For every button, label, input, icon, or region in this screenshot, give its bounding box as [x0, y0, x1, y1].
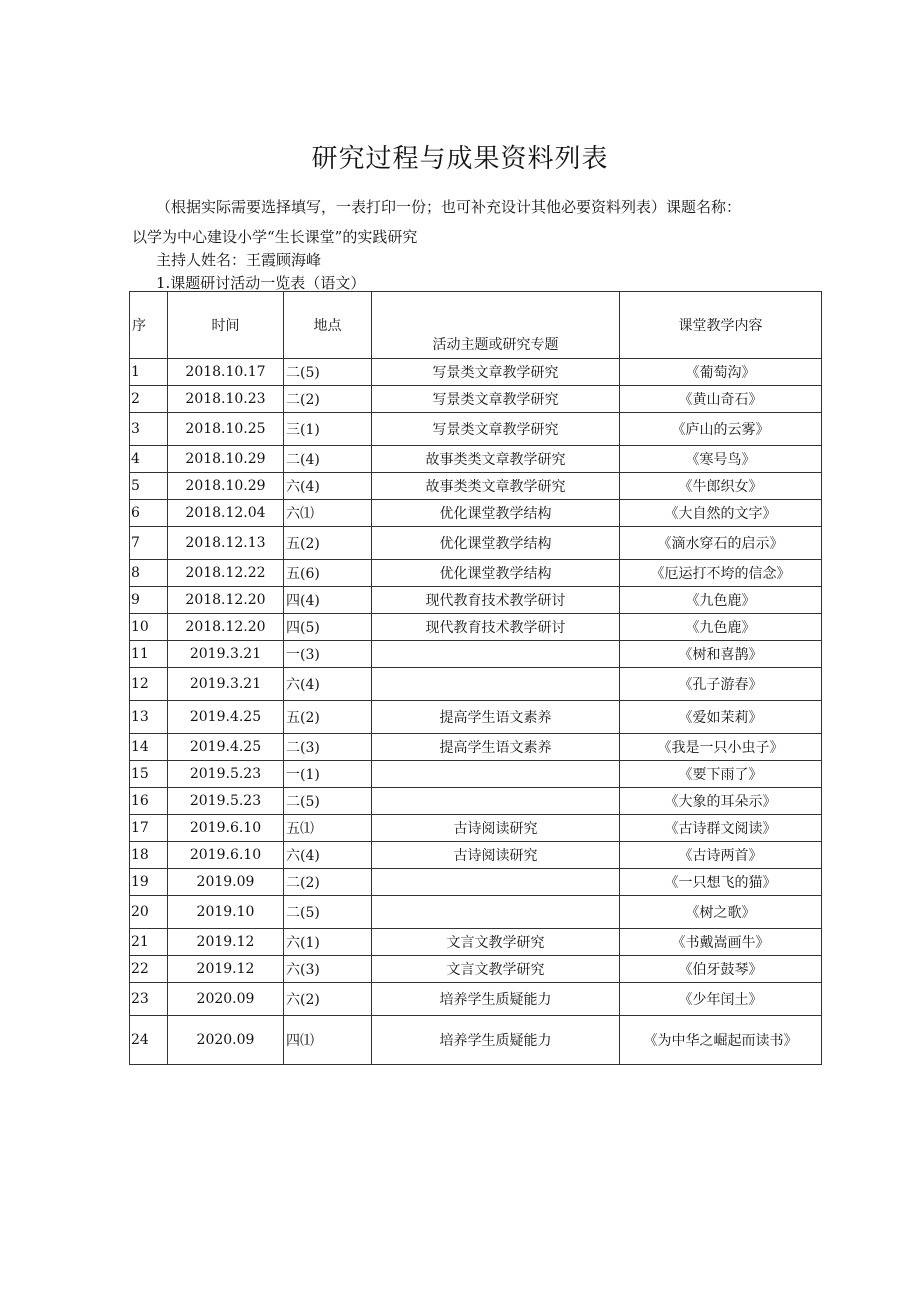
table-row: [130, 734, 822, 761]
cell-topic: 故事类类文章教学研究: [372, 446, 620, 473]
cell-content: 《九色鹿》: [620, 614, 822, 641]
cell-place: 二(5): [284, 896, 372, 929]
cell-content: 《葡萄沟》: [620, 359, 822, 386]
cell-no: 6: [130, 500, 168, 527]
cell-topic: [372, 761, 620, 788]
cell-place: 六(4): [284, 473, 372, 500]
cell-place: 一(3): [284, 641, 372, 668]
cell-no: 18: [130, 842, 168, 869]
cell-content: 《牛郎织女》: [620, 473, 822, 500]
table-row: [130, 500, 822, 527]
cell-date: 2019.4.25: [168, 701, 284, 734]
header-topic: 活动主题或研究专题: [372, 292, 620, 359]
table-row: [130, 788, 822, 815]
cell-place: 四(5): [284, 614, 372, 641]
cell-place: 二(5): [284, 788, 372, 815]
table-row: [130, 761, 822, 788]
table-header-row: [130, 292, 822, 359]
cell-date: 2019.12: [168, 929, 284, 956]
cell-content: 《寒号鸟》: [620, 446, 822, 473]
cell-topic: 优化课堂教学结构: [372, 500, 620, 527]
cell-date: 2018.12.04: [168, 500, 284, 527]
cell-topic: [372, 896, 620, 929]
cell-place: 五(2): [284, 701, 372, 734]
cell-date: 2019.12: [168, 956, 284, 983]
cell-content: 《要下雨了》: [620, 761, 822, 788]
cell-no: 23: [130, 983, 168, 1016]
table-row: [130, 587, 822, 614]
cell-no: 10: [130, 614, 168, 641]
table-row: [130, 701, 822, 734]
cell-topic: 写景类文章教学研究: [372, 386, 620, 413]
cell-date: 2019.09: [168, 869, 284, 896]
cell-date: 2018.12.13: [168, 527, 284, 560]
cell-place: 五(2): [284, 527, 372, 560]
table-row: [130, 956, 822, 983]
cell-date: 2019.3.21: [168, 641, 284, 668]
cell-content: 《我是一只小虫子》: [620, 734, 822, 761]
cell-content: 《滴水穿石的启示》: [620, 527, 822, 560]
cell-topic: 现代教育技术教学研讨: [372, 614, 620, 641]
table-row: [130, 527, 822, 560]
table-row: [130, 842, 822, 869]
cell-place: 六(1): [284, 929, 372, 956]
cell-date: 2019.6.10: [168, 815, 284, 842]
cell-place: 二(5): [284, 359, 372, 386]
cell-content: 《古诗两首》: [620, 842, 822, 869]
cell-content: 《少年闰土》: [620, 983, 822, 1016]
cell-no: 22: [130, 956, 168, 983]
cell-no: 16: [130, 788, 168, 815]
table-row: [130, 446, 822, 473]
cell-place: 二(2): [284, 869, 372, 896]
cell-no: 11: [130, 641, 168, 668]
cell-topic: 故事类类文章教学研究: [372, 473, 620, 500]
cell-content: 《大象的耳朵示》: [620, 788, 822, 815]
cell-content: 《九色鹿》: [620, 587, 822, 614]
table-row: [130, 413, 822, 446]
cell-content: 《为中华之崛起而读书》: [620, 1016, 822, 1065]
cell-content: 《伯牙鼓琴》: [620, 956, 822, 983]
cell-content: 《孔子游春》: [620, 668, 822, 701]
cell-place: 二(3): [284, 734, 372, 761]
cell-place: 四(4): [284, 587, 372, 614]
cell-no: 19: [130, 869, 168, 896]
cell-date: 2020.09: [168, 1016, 284, 1065]
table-row: [130, 359, 822, 386]
table-row: [130, 929, 822, 956]
cell-place: 一(1): [284, 761, 372, 788]
table-row: [130, 815, 822, 842]
host-name: 主持人姓名：王霞顾海峰: [156, 251, 322, 269]
cell-no: 3: [130, 413, 168, 446]
cell-date: 2018.10.29: [168, 473, 284, 500]
cell-content: 《古诗群文阅读》: [620, 815, 822, 842]
cell-place: 六(2): [284, 983, 372, 1016]
cell-topic: [372, 869, 620, 896]
cell-no: 5: [130, 473, 168, 500]
cell-date: 2019.5.23: [168, 788, 284, 815]
cell-content: 《大自然的文字》: [620, 500, 822, 527]
cell-no: 7: [130, 527, 168, 560]
table-caption: 1.课题研讨活动一览表（语文）: [156, 274, 366, 292]
cell-place: 六(4): [284, 668, 372, 701]
table-row: [130, 668, 822, 701]
cell-place: 六(4): [284, 842, 372, 869]
cell-place: 六⑴: [284, 500, 372, 527]
cell-content: 《一只想飞的猫》: [620, 869, 822, 896]
cell-date: 2018.12.20: [168, 614, 284, 641]
table-row: [130, 869, 822, 896]
header-no: 序: [130, 292, 168, 359]
cell-date: 2018.10.25: [168, 413, 284, 446]
activity-table: [129, 291, 822, 1065]
cell-content: 《爱如茉莉》: [620, 701, 822, 734]
cell-date: 2019.4.25: [168, 734, 284, 761]
cell-no: 14: [130, 734, 168, 761]
cell-topic: 优化课堂教学结构: [372, 527, 620, 560]
cell-no: 4: [130, 446, 168, 473]
cell-no: 21: [130, 929, 168, 956]
intro-line-1: （根据实际需要选择填写，一表打印一份；也可补充设计其他必要资料列表）课题名称：: [156, 198, 742, 216]
cell-no: 24: [130, 1016, 168, 1065]
cell-date: 2019.5.23: [168, 761, 284, 788]
cell-date: 2019.10: [168, 896, 284, 929]
cell-no: 15: [130, 761, 168, 788]
cell-content: 《树之歌》: [620, 896, 822, 929]
cell-no: 9: [130, 587, 168, 614]
cell-date: 2018.10.29: [168, 446, 284, 473]
cell-no: 17: [130, 815, 168, 842]
cell-content: 《书戴嵩画牛》: [620, 929, 822, 956]
cell-no: 13: [130, 701, 168, 734]
table-row: [130, 983, 822, 1016]
header-place: 地点: [284, 292, 372, 359]
table-row: [130, 614, 822, 641]
cell-topic: 培养学生质疑能力: [372, 1016, 620, 1065]
cell-topic: 现代教育技术教学研讨: [372, 587, 620, 614]
cell-date: 2019.3.21: [168, 668, 284, 701]
table-row: [130, 386, 822, 413]
table-row: [130, 473, 822, 500]
cell-topic: 优化课堂教学结构: [372, 560, 620, 587]
table-row: [130, 1016, 822, 1065]
cell-date: 2018.12.22: [168, 560, 284, 587]
table-row: [130, 641, 822, 668]
cell-place: 二(2): [284, 386, 372, 413]
cell-no: 1: [130, 359, 168, 386]
cell-no: 8: [130, 560, 168, 587]
cell-date: 2018.12.20: [168, 587, 284, 614]
page-title: 研究过程与成果资料列表: [311, 144, 609, 174]
cell-date: 2020.09: [168, 983, 284, 1016]
cell-no: 2: [130, 386, 168, 413]
cell-date: 2018.10.23: [168, 386, 284, 413]
cell-date: 2019.6.10: [168, 842, 284, 869]
header-content: 课堂教学内容: [620, 292, 822, 359]
cell-content: 《厄运打不垮的信念》: [620, 560, 822, 587]
cell-place: 四⑴: [284, 1016, 372, 1065]
cell-topic: 培养学生质疑能力: [372, 983, 620, 1016]
cell-topic: [372, 668, 620, 701]
cell-topic: [372, 788, 620, 815]
cell-topic: 古诗阅读研究: [372, 815, 620, 842]
cell-topic: 古诗阅读研究: [372, 842, 620, 869]
cell-place: 六(3): [284, 956, 372, 983]
cell-topic: 写景类文章教学研究: [372, 413, 620, 446]
cell-content: 《树和喜鹊》: [620, 641, 822, 668]
cell-no: 12: [130, 668, 168, 701]
cell-topic: 文言文教学研究: [372, 929, 620, 956]
cell-topic: 写景类文章教学研究: [372, 359, 620, 386]
cell-place: 五⑴: [284, 815, 372, 842]
table-body: [130, 359, 822, 1065]
cell-topic: 文言文教学研究: [372, 956, 620, 983]
table-row: [130, 896, 822, 929]
cell-topic: [372, 641, 620, 668]
header-date: 时间: [168, 292, 284, 359]
cell-no: 20: [130, 896, 168, 929]
cell-content: 《庐山的云雾》: [620, 413, 822, 446]
cell-topic: 提高学生语文素养: [372, 701, 620, 734]
cell-topic: 提高学生语文素养: [372, 734, 620, 761]
table-row: [130, 560, 822, 587]
cell-place: 三(1): [284, 413, 372, 446]
cell-place: 二(4): [284, 446, 372, 473]
cell-place: 五(6): [284, 560, 372, 587]
cell-date: 2018.10.17: [168, 359, 284, 386]
cell-content: 《黄山奇石》: [620, 386, 822, 413]
project-name: 以学为中心建设小学“生长课堂”的实践研究: [132, 228, 418, 246]
